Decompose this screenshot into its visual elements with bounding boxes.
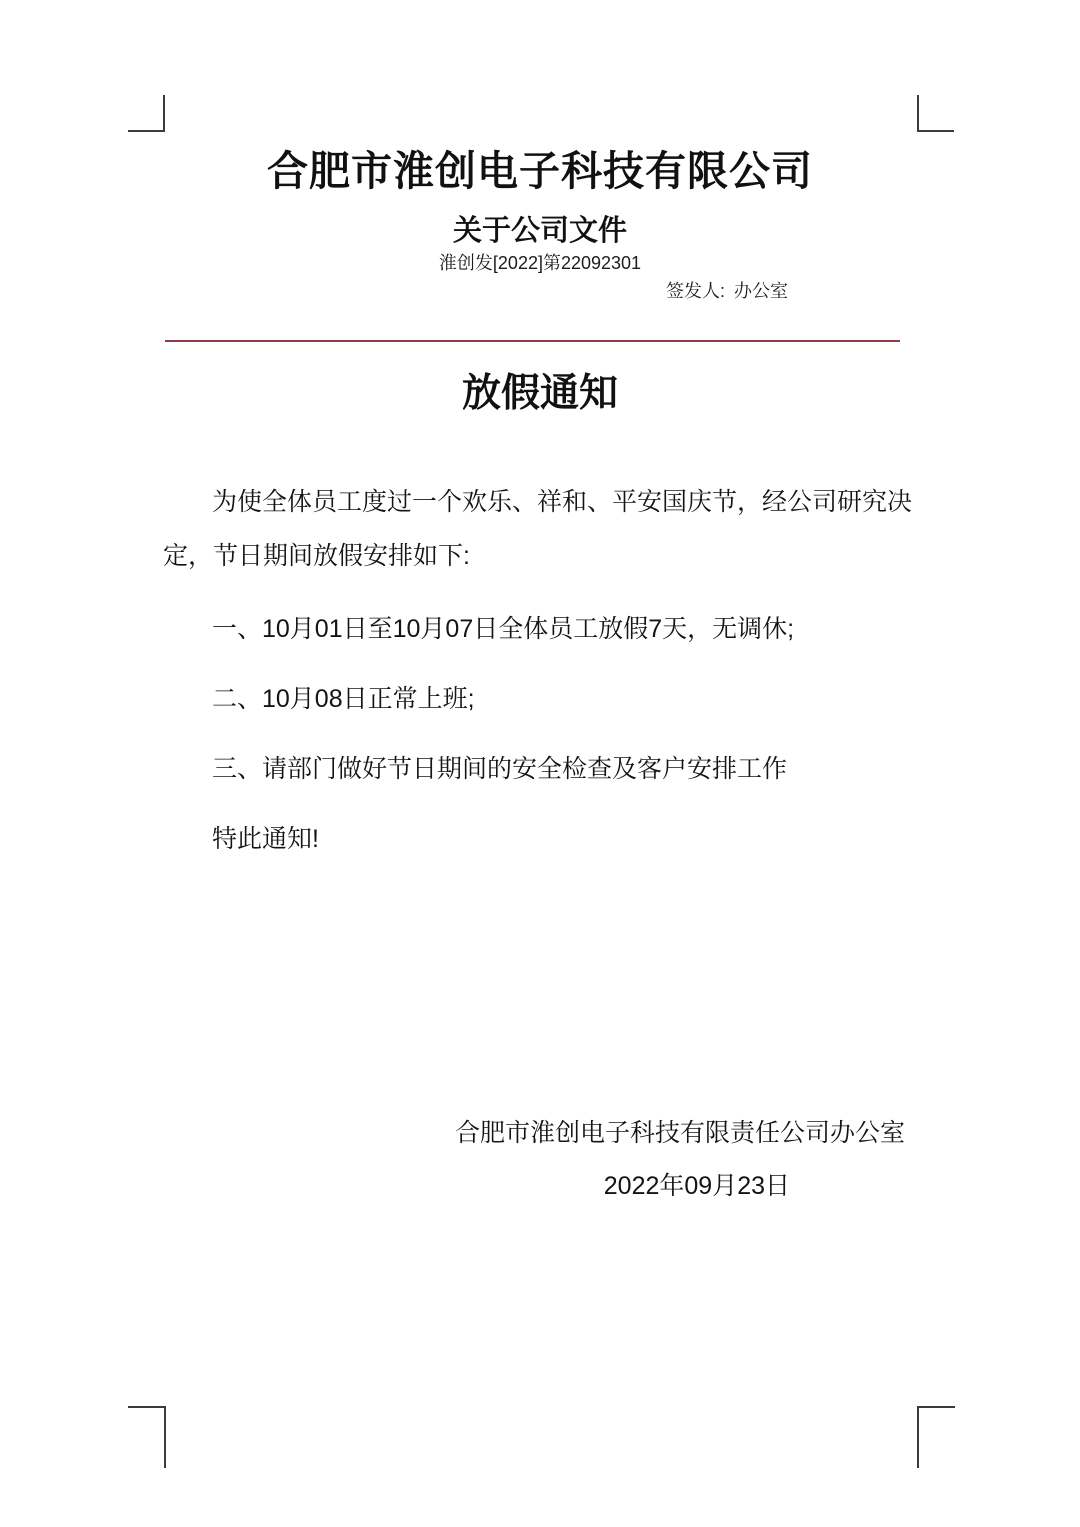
crop-mark-bottom-right [917,1406,955,1468]
notice-item-3: 三、请部门做好节日期间的安全检查及客户安排工作 [212,755,788,783]
signature-date: 2022年09月23日 [603,1172,790,1200]
paragraph-line-1: 为使全体员工度过一个欢乐、祥和、平安国庆节，经公司研究决 [212,488,913,516]
crop-mark-bottom-left [128,1406,166,1468]
issuer-value: 办公室 [734,281,789,301]
signature-org: 合肥市淮创电子科技有限责任公司办公室 [454,1119,905,1147]
crop-mark-top-right [917,95,954,132]
issuer-line [666,277,788,303]
issuer-label: 签发人: [666,281,726,301]
red-divider [165,340,900,342]
crop-mark-top-left [128,95,165,132]
doc-number: 淮创发[2022]第22092301 [438,253,642,273]
notice-item-1: 一、10月01日至10月07日全体员工放假7天，无调休; [212,615,795,643]
closing-line: 特此通知! [212,825,319,853]
paragraph-line-2: 定，节日期间放假安排如下: [163,542,470,570]
notice-item-2: 二、10月08日正常上班; [212,685,475,713]
notice-title: 放假通知 [461,372,618,415]
company-title: 合肥市淮创电子科技有限公司 [267,148,813,194]
doc-type-title: 关于公司文件 [452,215,627,247]
